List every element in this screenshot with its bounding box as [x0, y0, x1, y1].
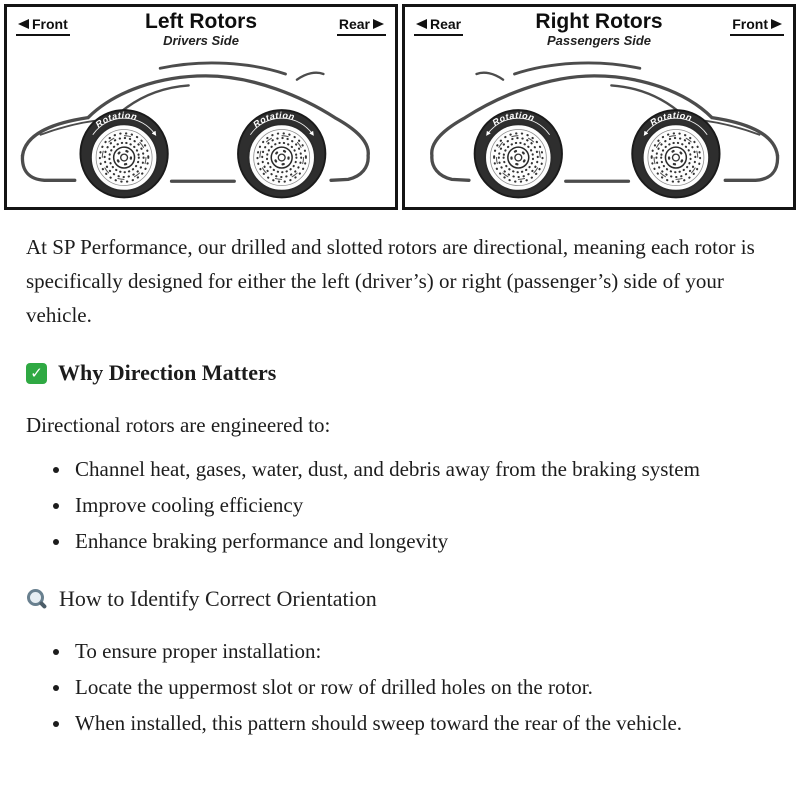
direction-text: Rear — [338, 16, 370, 32]
heading-text: How to Identify Correct Orientation — [59, 586, 377, 611]
list-item: • Enhance braking performance and longevity — [72, 524, 772, 558]
car-right-side-illustration — [405, 55, 793, 205]
lead-paragraph: Directional rotors are engineered to: — [26, 413, 331, 437]
rear-direction-label — [337, 16, 386, 36]
list-item: • Locate the uppermost slot or row of drilled holes on the rotor. — [72, 670, 772, 704]
arrow-left-icon — [18, 19, 29, 29]
magnifier-icon — [26, 588, 48, 610]
arrow-right-icon — [373, 19, 384, 29]
rotor-orientation-diagram — [0, 0, 800, 210]
heading-identify-orientation — [26, 582, 772, 616]
arrow-right-icon — [771, 19, 782, 29]
check-badge-icon: ✓ — [26, 363, 47, 384]
direction-text: Front — [32, 16, 68, 32]
left-rotors-panel — [4, 4, 398, 210]
orientation-steps-list — [26, 634, 772, 740]
list-item: • Channel heat, gases, water, dust, and debris away from the braking system — [72, 452, 772, 486]
rotation-label: Rotation — [648, 110, 694, 128]
heading-text: Why Direction Matters — [58, 360, 277, 385]
direction-text: Rear — [430, 16, 462, 32]
list-item: • Improve cooling efficiency — [72, 488, 772, 522]
heading-why-direction-matters — [26, 356, 772, 390]
right-rotors-panel — [402, 4, 796, 210]
rotation-label: Rotation — [490, 110, 536, 128]
front-direction-label — [730, 16, 784, 36]
panel-subtitle: Passengers Side — [546, 33, 652, 48]
benefits-list — [26, 452, 772, 558]
article-body — [0, 210, 800, 748]
direction-text: Front — [732, 16, 768, 32]
list-item: • To ensure proper installation: — [72, 634, 772, 668]
panel-title: Left Rotors — [145, 10, 257, 33]
intro-paragraph: At SP Performance, our drilled and slotted rotors are directional, meaning each rotor is specifically designed for either the left (driver’s) or right (passenger’s) side of your vehicle. — [26, 235, 755, 327]
rotation-label: Rotation — [251, 110, 296, 130]
front-direction-label — [16, 16, 70, 36]
rotation-label: Rotation — [93, 110, 139, 130]
panel-subtitle: Drivers Side — [163, 33, 239, 48]
car-left-side-illustration — [7, 55, 395, 205]
arrow-left-icon — [416, 19, 427, 29]
list-item: • When installed, this pattern should sweep toward the rear of the vehicle. — [72, 706, 772, 740]
rear-direction-label — [414, 16, 463, 36]
panel-title: Right Rotors — [535, 10, 663, 33]
